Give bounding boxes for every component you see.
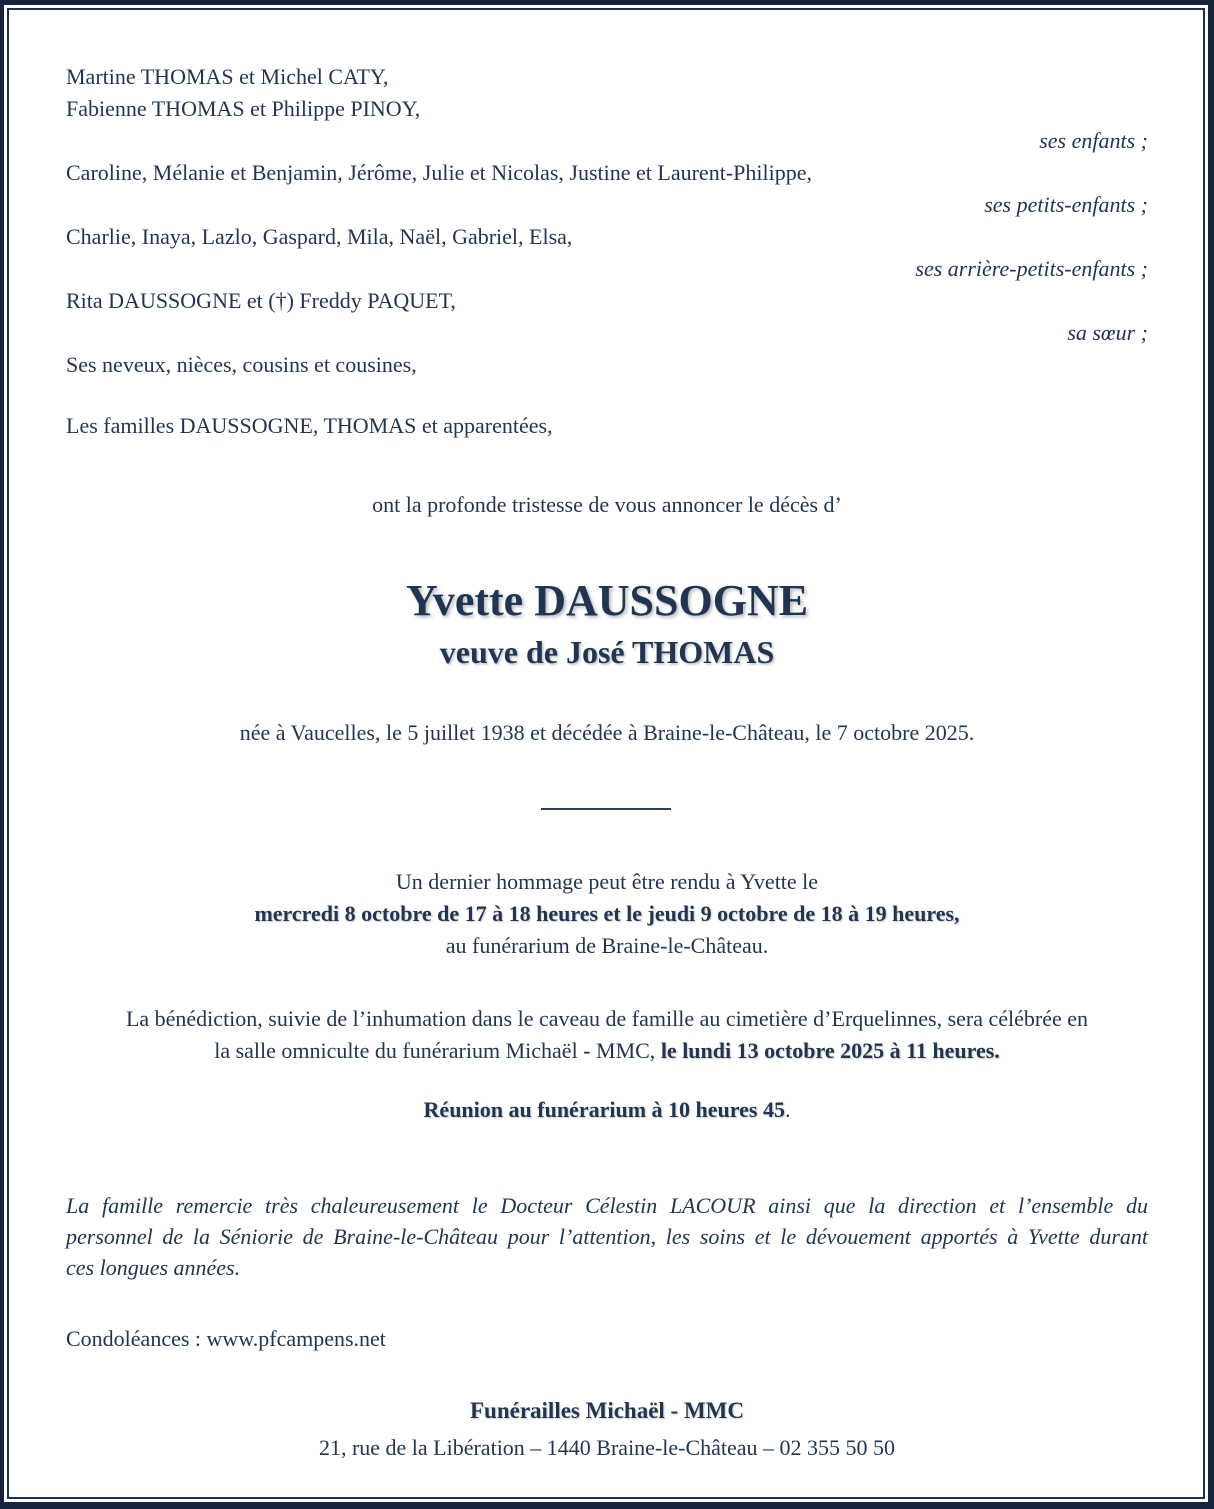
thanks-line-1: La famille remercie très chaleureusement le Docteur Célestin LACOUR ainsi que la direction et l’ensemble du <box>66 1193 1148 1218</box>
meeting-block <box>66 1094 1148 1126</box>
meeting-period: . <box>784 1097 791 1122</box>
deceased-relationship: veuve de José THOMAS <box>439 634 775 670</box>
announcement-card-content <box>7 8 1205 1499</box>
tribute-viewing-hours: mercredi 8 octobre de 17 à 18 heures et le jeudi 9 octobre de 18 à 19 heures, <box>254 901 960 926</box>
sister-names-line: Rita DAUSSOGNE et (†) Freddy PAQUET, <box>66 288 456 313</box>
meeting-line <box>66 1094 1148 1126</box>
funeral-home-address: 21, rue de la Libération – 1440 Braine-le-Château – 02 355 50 50 <box>318 1435 896 1460</box>
birth-death-line: née à Vaucelles, le 5 juillet 1938 et décédée à Braine-le-Château, le 7 octobre 2025. <box>239 720 975 745</box>
thanks-paragraph <box>66 1190 1148 1283</box>
tribute-location: au funérarium de Braine-le-Château. <box>445 933 769 958</box>
ceremony-block <box>66 1003 1148 1067</box>
condolences-line: Condoléances : www.pfcampens.net <box>66 1326 386 1351</box>
great-grandchildren-names-line: Charlie, Inaya, Lazlo, Gaspard, Mila, Naël, Gabriel, Elsa, <box>66 224 573 249</box>
ceremony-line-1: La bénédiction, suivie de l’inhumation dans le caveau de famille au cimetière d’Erquelinnes, sera célébrée en <box>125 1006 1089 1031</box>
children-relation-label: ses enfants ; <box>1039 128 1148 153</box>
ceremony-line-2-text: la salle omniculte du funérarium Michaël - MMC, <box>214 1038 661 1063</box>
thanks-line-3: ces longues années. <box>66 1255 241 1280</box>
children-names-line-2: Fabienne THOMAS et Philippe PINOY, <box>66 96 421 121</box>
grandchildren-relation-label: ses petits-enfants ; <box>984 192 1148 217</box>
announcement-card-paper <box>4 5 1208 1502</box>
ceremony-line-2 <box>66 1035 1148 1067</box>
tribute-line-1: Un dernier hommage peut être rendu à Yvette le <box>395 869 819 894</box>
meeting-time-bold: Réunion au funérarium à 10 heures 45 <box>423 1097 785 1122</box>
funeral-home-name: Funérailles Michaël - MMC <box>469 1398 744 1423</box>
tribute-block <box>66 866 1148 962</box>
grandchildren-names-line: Caroline, Mélanie et Benjamin, Jérôme, Julie et Nicolas, Justine et Laurent-Philippe, <box>66 160 812 185</box>
sister-relation-label: sa sœur ; <box>1067 320 1148 345</box>
announcement-sentence: ont la profonde tristesse de vous annoncer le décès d’ <box>372 492 842 517</box>
children-names-line-1: Martine THOMAS et Michel CATY, <box>66 64 389 89</box>
thanks-line-2: personnel de la Séniorie de Braine-le-Château pour l’attention, les soins et le dévouement apportés à Yvette durant <box>66 1224 1148 1249</box>
great-grandchildren-relation-label: ses arrière-petits-enfants ; <box>915 256 1148 281</box>
family-block <box>66 61 1148 442</box>
deceased-name: Yvette DAUSSOGNE <box>405 576 809 625</box>
ceremony-date-bold: le lundi 13 octobre 2025 à 11 heures. <box>660 1038 1000 1063</box>
relatives-line: Ses neveux, nièces, cousins et cousines, <box>66 352 417 377</box>
families-line: Les familles DAUSSOGNE, THOMAS et apparentées, <box>66 413 553 438</box>
section-divider <box>541 808 671 810</box>
